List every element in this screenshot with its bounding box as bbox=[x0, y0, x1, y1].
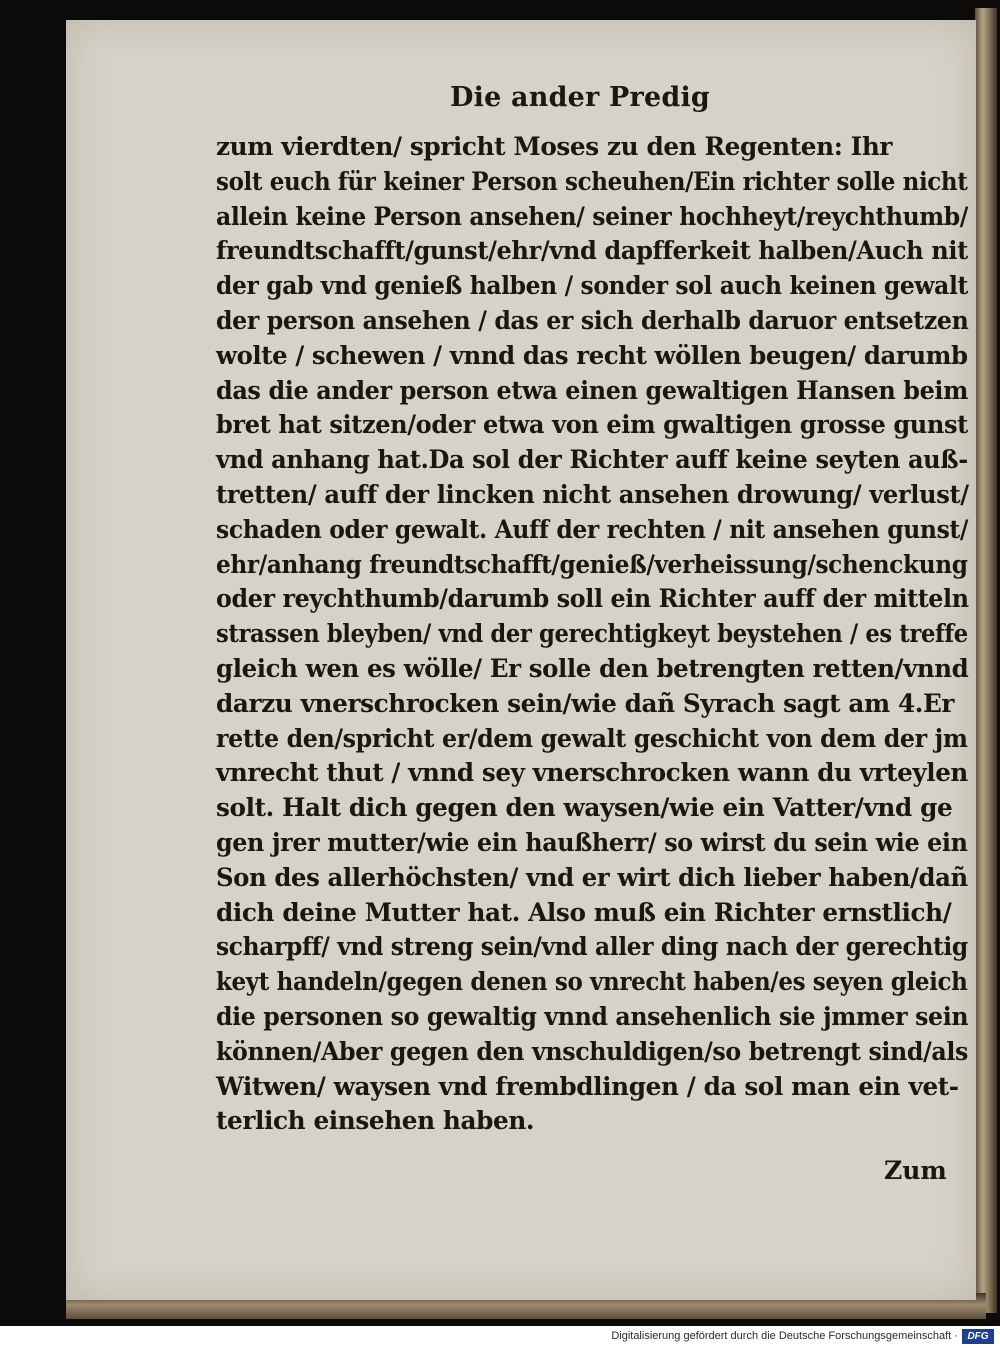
funding-credit: Digitalisierung gefördert durch die Deutsche Forschungsgemeinschaft · bbox=[611, 1330, 958, 1342]
text-line: Son des allerhöchsten/ vnd er wirt dich lieber haben/dañ bbox=[216, 862, 968, 892]
text-line: freundtschafft/gunst/ehr/vnd dapfferkeit halben/Auch nit bbox=[216, 236, 968, 266]
text-line: terlich einsehen haben. bbox=[216, 1106, 535, 1136]
text-line: gleich wen es wölle/ Er solle den betrengten retten/vnnd bbox=[216, 653, 969, 683]
text-line: tretten/ auff der lincken nicht ansehen drowung/ verlust/ bbox=[216, 479, 969, 509]
text-line: ehr/anhang freundtschafft/genieß/verheissung/schenckung bbox=[216, 549, 968, 579]
text-line: oder reychthumb/darumb soll ein Richter auff der mitteln bbox=[216, 584, 969, 614]
text-line: allein keine Person ansehen/ seiner hochheyt/reychthumb/ bbox=[216, 201, 968, 231]
text-line: dich deine Mutter hat. Also muß ein Richter ernstlich/ bbox=[216, 897, 952, 927]
running-head: Die ander Predig bbox=[450, 82, 710, 113]
text-line: Witwen/ waysen vnd frembdlingen / da sol man ein vet- bbox=[216, 1071, 959, 1101]
text-line: vnrecht thut / vnnd sey vnerschrocken wann du vrteylen bbox=[216, 758, 968, 788]
text-line: das die ander person etwa einen gewaltigen Hansen beim bbox=[216, 375, 969, 405]
text-line: zum vierdten/ spricht Moses zu den Regenten: Ihr bbox=[216, 132, 893, 161]
text-line: wolte / schewen / vnnd das recht wöllen beugen/ darumb bbox=[216, 340, 968, 370]
text-line: solt euch für keiner Person scheuhen/Ein richter solle nicht bbox=[216, 166, 968, 196]
text-line: der person ansehen / das er sich derhalb daruor entsetzen bbox=[216, 305, 969, 335]
dfg-logo-icon: DFG bbox=[962, 1329, 994, 1344]
text-line: bret hat sitzen/oder etwa von eim gwaltigen grosse gunst bbox=[216, 410, 968, 440]
text-line: solt. Halt dich gegen den waysen/wie ein Vatter/vnd ge bbox=[216, 793, 953, 823]
text-line: gen jrer mutter/wie ein haußherr/ so wirst du sein wie ein bbox=[216, 827, 968, 857]
book-fore-edge bbox=[975, 8, 997, 1313]
text-line: können/Aber gegen den vnschuldigen/so betrengt sind/als bbox=[216, 1036, 968, 1066]
text-line: vnd anhang hat.Da sol der Richter auff keine seyten auß- bbox=[216, 445, 968, 475]
body-text bbox=[216, 130, 976, 1139]
text-line: darzu vnerschrocken sein/wie dañ Syrach sagt am 4.Er bbox=[216, 688, 955, 718]
text-line: schaden oder gewalt. Auff der rechten / nit ansehen gunst/ bbox=[216, 514, 969, 544]
text-line: die personen so gewaltig vnnd ansehenlich sie jmmer sein bbox=[216, 1001, 969, 1031]
catchword: Zum bbox=[884, 1156, 947, 1185]
text-line: strassen bleyben/ vnd der gerechtigkeyt beystehen / es treffe bbox=[216, 619, 968, 649]
footer-bar bbox=[0, 1326, 1000, 1348]
text-line: scharpff/ vnd streng sein/vnd aller ding nach der gerechtig bbox=[216, 932, 968, 962]
text-line: keyt handeln/gegen denen so vnrecht haben/es seyen gleich bbox=[216, 967, 968, 997]
text-line: der gab vnd genieß halben / sonder sol auch keinen gewalt bbox=[216, 271, 968, 301]
text-line: rette den/spricht er/dem gewalt geschicht von dem der jm bbox=[216, 723, 968, 753]
